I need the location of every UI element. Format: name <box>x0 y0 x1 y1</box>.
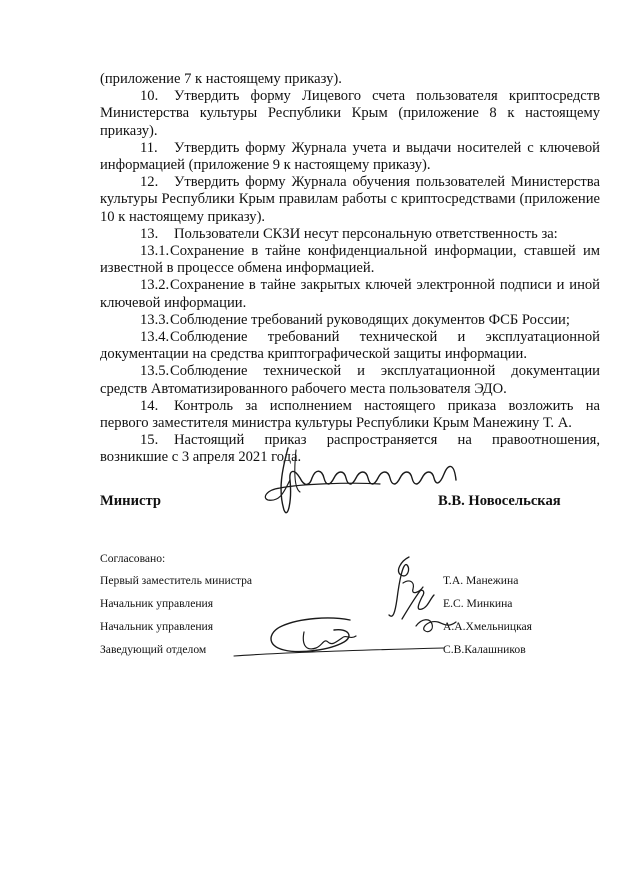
paragraph-number: 13.2. <box>140 277 170 294</box>
paragraph-number: 13.3. <box>140 311 170 328</box>
paragraph-number: 11. <box>140 139 158 156</box>
approval-name: А.А.Хмельницкая <box>443 620 533 633</box>
paragraph-13-3 <box>100 312 600 329</box>
paragraph-text: Соблюдение требований руководящих документов ФСБ России; <box>170 311 570 328</box>
paragraph-text: Соблюдение технической и эксплуатационной документации средств Автоматизированного рабочего места пользователя ЭДО. <box>100 363 600 397</box>
paragraph-text: Сохранение в тайне конфиденциальной информации, ставшей им известной в процессе обмена информацией. <box>100 243 600 277</box>
paragraph-text: Утвердить форму Лицевого счета пользователя криптосредств Министерства культуры Республики Крым (приложение 8 к настоящему приказу). <box>100 88 600 139</box>
paragraph-14 <box>100 398 600 432</box>
paragraph-11 <box>100 140 600 174</box>
approval-name: Т.А. Манежина <box>443 574 519 587</box>
paragraph-text: Соблюдение требований технической и эксплуатационной документации на средства криптографической защиты информации. <box>100 329 600 363</box>
approval-role: Первый заместитель министра <box>100 574 253 587</box>
approvals-heading: Согласовано: <box>100 552 166 565</box>
order-text <box>100 71 600 467</box>
paragraph-text: Сохранение в тайне закрытых ключей электронной подписи и иной ключевой информации. <box>100 277 600 311</box>
minister-title: Министр <box>100 493 161 509</box>
minister-signature-icon <box>260 440 460 540</box>
paragraph-number: 13.1. <box>140 243 170 260</box>
paragraph-text: Пользователи СКЗИ несут персональную ответственность за: <box>174 225 558 242</box>
paragraph-12 <box>100 174 600 226</box>
paragraph-number: 10. <box>140 88 159 105</box>
paragraph-text: Контроль за исполнением настоящего приказа возложить на первого заместителя министра культуры Республики Крым Манежину Т. А. <box>100 397 600 432</box>
paragraph-13-4 <box>100 329 600 363</box>
paragraph-text: Утвердить форму Журнала обучения пользователей Министерства культуры Республики Крым правилам работы с криптосредствами (приложение 10 к настоящему приказу). <box>100 174 600 225</box>
approval-name: Е.С. Минкина <box>443 597 513 610</box>
approval-role: Начальник управления <box>100 597 214 610</box>
paragraph-continuation: (приложение 7 к настоящему приказу). <box>100 71 342 87</box>
paragraph-13-5 <box>100 363 600 397</box>
minister-name: В.В. Новосельская <box>438 493 561 509</box>
paragraph-number: 12. <box>140 174 159 191</box>
paragraph-text: Утвердить форму Журнала учета и выдачи носителей с ключевой информацией (приложение 9 к настоящему приказу). <box>100 139 600 174</box>
paragraph-10 <box>100 88 600 140</box>
paragraph-13-1 <box>100 243 600 277</box>
paragraph-number: 13. <box>140 225 159 242</box>
paragraph-13 <box>100 226 600 243</box>
paragraph-text: Настоящий приказ распространяется на правоотношения, возникшие с 3 апреля 2021 года. <box>100 432 600 466</box>
dept-head-signature-icon <box>230 612 450 672</box>
paragraph-number: 13.5. <box>140 363 170 380</box>
paragraph-number: 15. <box>140 432 159 449</box>
approval-name: С.В.Калашников <box>443 643 526 656</box>
paragraph-13-2 <box>100 277 600 311</box>
paragraph-number: 14. <box>140 397 159 414</box>
approval-role: Заведующий отделом <box>100 643 207 656</box>
approval-role: Начальник управления <box>100 620 214 633</box>
paragraph-number: 13.4. <box>140 329 170 346</box>
